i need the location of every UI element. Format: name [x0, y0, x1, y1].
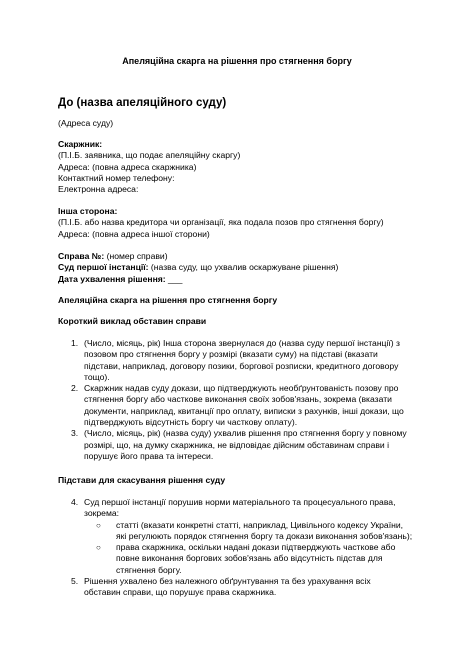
list-item-line: тощо).: [84, 371, 110, 382]
sub-list-line: які регулюють порядок стягнення боргу та докази виконання зобов'язань);: [116, 530, 413, 541]
court-heading: До (назва апеляційного суду): [58, 97, 227, 109]
case-date-value: ___: [165, 273, 183, 284]
case-court: [58, 262, 428, 273]
case-court-value: (назва суду, що ухвалив оскаржуване рішення): [148, 262, 339, 273]
court-address: [58, 118, 428, 129]
complainant-section: [58, 139, 428, 195]
list-item: [58, 576, 428, 599]
list-number: 5.: [71, 576, 79, 587]
other-party-line: (П.І.Б. або назва кредитора чи організації, яка подала позов про стягнення боргу): [58, 217, 384, 228]
list-item-line: підтверджують відсутність боргу чи часткову оплату).: [84, 417, 298, 428]
list-number: 1.: [71, 338, 79, 348]
grounds-list: [58, 497, 428, 599]
grounds-heading: Підстави для скасування рішення суду: [58, 475, 226, 485]
list-item-line: Скаржник надав суду докази, що підтверджують необґрунтованість позову про: [84, 383, 399, 394]
case-number: [58, 251, 428, 262]
other-party-section: [58, 206, 428, 240]
case-number-value: (номер справи): [104, 251, 168, 261]
court-address-text: (Адреса суду): [58, 118, 114, 128]
list-item-line: підстави, наприклад, договору позики, боргової розписки, кредитного договору: [84, 360, 399, 371]
list-item: [58, 428, 428, 462]
list-number: 2.: [71, 383, 79, 394]
case-date-label: Дата ухвалення рішення:: [58, 273, 166, 284]
sub-list-line: права скаржника, оскільки надані докази підтверджують часткове або: [116, 542, 396, 553]
list-item: [58, 383, 428, 428]
sub-list-line: стягнення боргу.: [116, 564, 182, 575]
bullet-icon: ○: [96, 520, 101, 530]
list-item-line: (Число, місяць, рік) Інша сторона звернулася до (назва суду першої інстанції) з: [84, 338, 400, 348]
other-party-label: Інша сторона:: [58, 206, 118, 216]
list-item-line: стягнення боргу або часткове виконання своїх зобов'язань, зокрема (вказати: [84, 394, 392, 405]
case-court-label: Суд першої інстанції:: [58, 262, 149, 273]
summary-list: [58, 338, 428, 462]
complaint-heading: Апеляційна скарга на рішення про стягнення боргу: [58, 295, 278, 305]
list-item-line: зокрема:: [84, 508, 120, 519]
list-item-line: обставин справи, що порушує права скаржника.: [84, 587, 277, 598]
list-item: [58, 497, 428, 576]
sub-list: [84, 520, 428, 576]
case-section: [58, 251, 428, 285]
complainant-line: Електронна адреса:: [58, 184, 139, 195]
list-item: [58, 338, 428, 383]
bullet-icon: ○: [96, 543, 101, 553]
sub-list-line: повне виконання боргових зобов'язань або відсутність підстав для: [116, 553, 383, 564]
list-item-line: позовом про стягнення боргу у розмірі (вказати суму) на підставі (вказати: [84, 349, 378, 360]
list-item-line: документи, наприклад, квитанції про оплату, виписки з рахунків, інші докази, що: [84, 405, 404, 416]
sub-list-item: [84, 542, 428, 576]
other-party-line: Адреса: (повна адреса іншої сторони): [58, 228, 210, 239]
complainant-line: (П.І.Б. заявника, що подає апеляційну скаргу): [58, 150, 241, 161]
complainant-label: Скаржник:: [58, 139, 103, 149]
sub-list-line: статті (вказати конкретні статті, наприклад, Цивільного кодексу України,: [116, 519, 404, 530]
list-number: 3.: [71, 428, 79, 439]
list-item-line: порушує його права та інтереси.: [84, 450, 214, 461]
list-item-line: розмірі, що, на думку скаржника, не відповідає дійсним обставинам справи і: [84, 439, 390, 450]
case-number-label: Справа №:: [58, 251, 105, 261]
complainant-line: Контактний номер телефону:: [58, 172, 175, 183]
list-item-line: (Число, місяць, рік) (назва суду) ухвалив рішення про стягнення боргу у повному: [84, 428, 407, 439]
sub-list-item: [84, 520, 428, 543]
summary-heading: Короткий виклад обставин справи: [58, 316, 207, 326]
list-item-line: Рішення ухвалено без належного обґрунтування та без урахування всіх: [84, 576, 371, 587]
complainant-line: Адреса: (повна адреса скаржника): [58, 161, 197, 172]
list-item-line: Суд першої інстанції порушив норми матеріального та процесуального права,: [84, 497, 396, 507]
case-date: [58, 274, 428, 285]
list-number: 4.: [71, 497, 79, 507]
document-title: Апеляційна скарга на рішення про стягнення боргу: [122, 56, 352, 66]
